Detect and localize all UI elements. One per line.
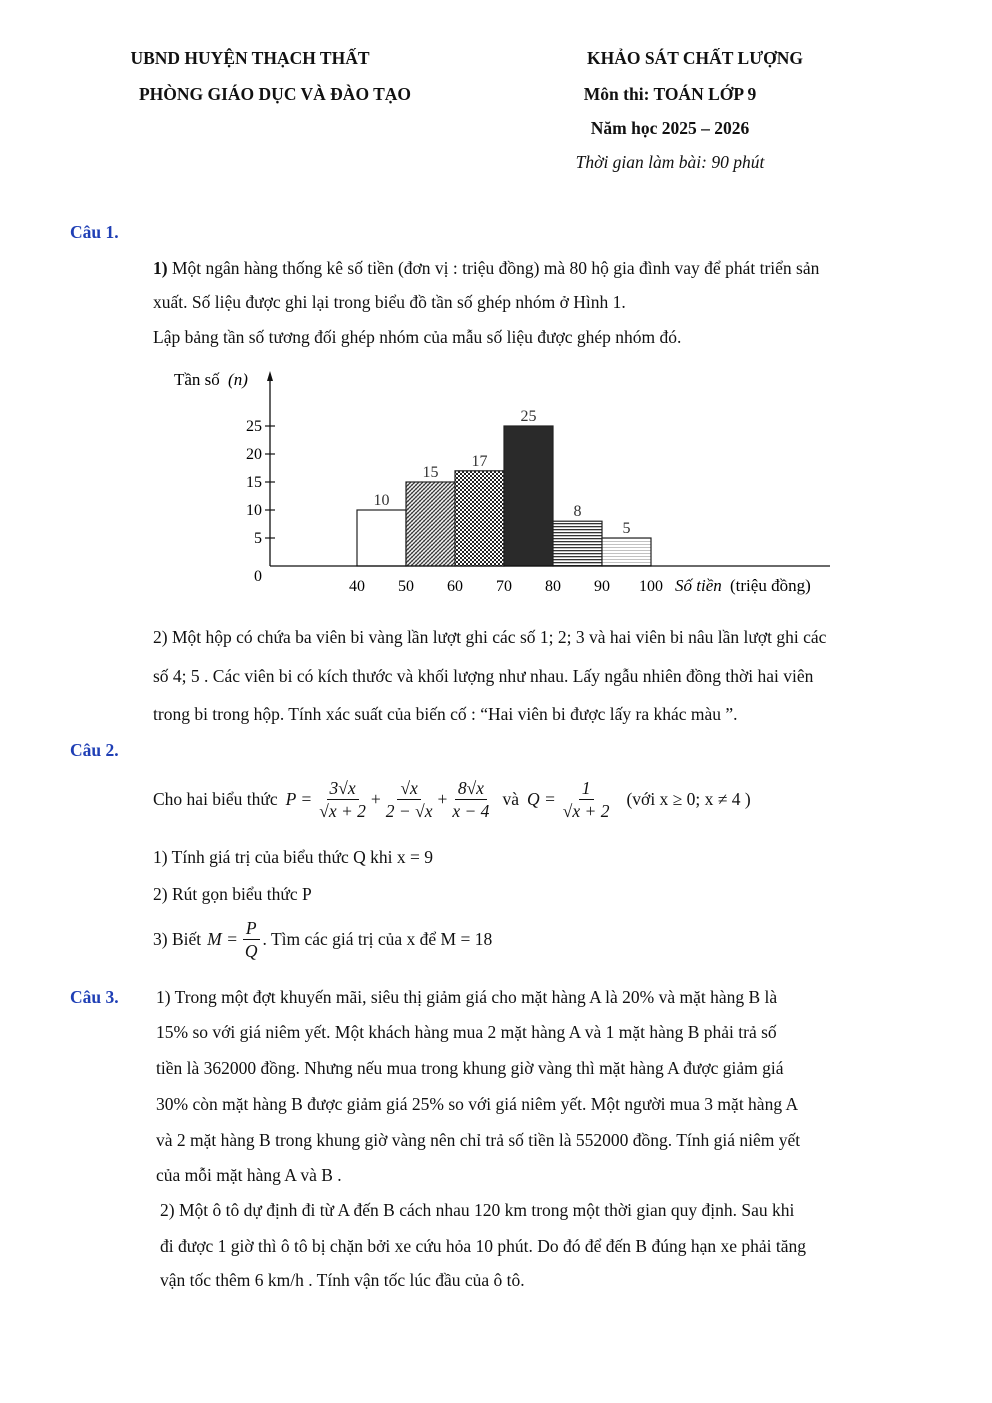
q1-p1-number: 1) xyxy=(153,258,168,278)
y-tick-label: 20 xyxy=(246,446,262,463)
histogram-chart xyxy=(150,355,850,610)
m-label: M = xyxy=(207,929,238,949)
q1-p1-text: Một ngân hàng thống kê số tiền (đơn vị : triệu đồng) mà 80 hộ gia đình vay để phát triển sản xyxy=(171,258,820,278)
plus-1: + xyxy=(370,789,381,809)
bar-60-70 xyxy=(455,471,504,566)
m-fraction-num: P xyxy=(243,918,260,940)
q-fraction-den: √x + 2 xyxy=(562,801,610,821)
q1-p1-line1 xyxy=(153,258,819,279)
header-left-line1: UBND HUYỆN THẠCH THẤT xyxy=(130,48,370,68)
q1-p2-line2: số 4; 5 . Các viên bi có kích thước và khối lượng như nhau. Lấy ngẫu nhiên đồng thời hai viên xyxy=(153,666,814,686)
q2-condition: (với x ≥ 0; x ≠ 4 ) xyxy=(626,789,751,809)
q-label: Q = xyxy=(526,789,556,809)
plus-2: + xyxy=(437,789,448,809)
bar-50-60 xyxy=(406,482,455,566)
p-term3 xyxy=(449,778,492,821)
m-fraction xyxy=(242,918,261,961)
y-tick-label: 15 xyxy=(246,474,262,491)
q1-p2-line1: 2) Một hộp có chứa ba viên bi vàng lần lượt ghi các số 1; 2; 3 và hai viên bi nâu lần lượt ghi các xyxy=(153,627,827,647)
q3-p1-line3: tiền là 362000 đồng. Nhưng nếu mua trong khung giờ vàng thì mặt hàng A được giảm giá xyxy=(156,1058,784,1078)
y-tick-label: 10 xyxy=(246,502,262,519)
bar-value-label: 10 xyxy=(373,492,390,509)
x-tick-label: 80 xyxy=(545,578,561,595)
header-right-line2: Môn thi: TOÁN LỚP 9 xyxy=(583,84,757,104)
y-tick-label: 5 xyxy=(254,530,262,547)
q3-p1-line2: 15% so với giá niêm yết. Một khách hàng mua 2 mặt hàng A và 1 mặt hàng B phải trả số xyxy=(156,1022,777,1042)
x-tick-label: 50 xyxy=(398,578,414,595)
q3-p2-line2: đi được 1 giờ thì ô tô bị chặn bởi xe cứu hỏa 10 phút. Do đó để đến B đúng hạn xe phải tăng xyxy=(160,1236,806,1256)
x-tick-label: 60 xyxy=(447,578,463,595)
q-fraction xyxy=(560,778,613,821)
x-tick-label: 100 xyxy=(639,578,663,595)
bar-80-90 xyxy=(553,521,602,566)
q3-p1-line4: 30% còn mặt hàng B được giảm giá 25% so với giá niêm yết. Một người mua 3 mặt hàng A xyxy=(156,1094,799,1114)
q2-item3-prefix: 3) Biết xyxy=(153,929,202,949)
x-axis-title-unit: (triệu đồng) xyxy=(730,576,811,595)
p-term2-den: 2 − √x xyxy=(385,801,433,821)
q2-item1: 1) Tính giá trị của biểu thức Q khi x = 9 xyxy=(153,847,434,867)
p-term1 xyxy=(316,778,369,821)
q2-title: Câu 2. xyxy=(70,740,119,760)
q3-title: Câu 3. xyxy=(70,987,119,1007)
q2-and: và xyxy=(502,789,519,809)
bar-value-label: 8 xyxy=(573,503,582,521)
p-label: P = xyxy=(285,789,313,809)
q2-item3-suffix: . Tìm các giá trị của x để M = 18 xyxy=(262,929,493,949)
y-axis-title xyxy=(174,370,248,389)
header-left-line2: PHÒNG GIÁO DỤC VÀ ĐÀO TẠO xyxy=(138,84,412,104)
y-axis-arrow xyxy=(267,371,273,381)
q3-p2-line3: vận tốc thêm 6 km/h . Tính vận tốc lúc đầu của ô tô. xyxy=(160,1270,525,1290)
q-fraction-num: 1 xyxy=(579,778,594,800)
bar-value-label: 15 xyxy=(422,464,439,481)
q2-item3 xyxy=(153,918,492,961)
origin-label: 0 xyxy=(254,568,262,585)
q3-p2-line1: 2) Một ô tô dự định đi từ A đến B cách nhau 120 km trong một thời gian quy định. Sau khi xyxy=(160,1200,795,1220)
q2-intro: Cho hai biểu thức xyxy=(153,789,278,809)
q1-p1-line3: Lập bảng tần số tương đối ghép nhóm của mẫu số liệu được ghép nhóm đó. xyxy=(153,327,682,347)
x-axis-title-text: Số tiền xyxy=(675,576,722,595)
y-axis-title-text: Tần số xyxy=(174,370,220,389)
bar-value-label: 5 xyxy=(622,520,631,537)
x-tick-label: 90 xyxy=(594,578,610,595)
header-right-line1: KHẢO SÁT CHẤT LƯỢNG xyxy=(586,48,804,68)
p-term2 xyxy=(383,778,436,821)
q2-formula-line xyxy=(153,778,751,821)
p-term1-den: √x + 2 xyxy=(319,801,366,821)
bars-layer xyxy=(357,426,651,566)
x-axis-title xyxy=(675,576,811,595)
bar-70-80 xyxy=(504,426,553,566)
y-tick-label: 25 xyxy=(246,418,262,435)
header-right-line3: Năm học 2025 – 2026 xyxy=(590,118,750,138)
q1-p1-line2: xuất. Số liệu được ghi lại trong biểu đồ tần số ghép nhóm ở Hình 1. xyxy=(153,292,626,312)
q3-p1-line6: của mỗi mặt hàng A và B . xyxy=(156,1165,342,1185)
q1-title: Câu 1. xyxy=(70,222,119,242)
q2-item2: 2) Rút gọn biểu thức P xyxy=(153,884,312,904)
q3-p1-line5: và 2 mặt hàng B trong khung giờ vàng nên chỉ trả số tiền là 552000 đồng. Tính giá niêm yết xyxy=(156,1130,801,1150)
p-term2-num: √x xyxy=(397,778,420,800)
y-axis-title-var: (n) xyxy=(228,370,248,389)
p-term3-den: x − 4 xyxy=(452,801,490,821)
p-term1-num: 3√x xyxy=(327,778,359,800)
p-term3-num: 8√x xyxy=(455,778,487,800)
x-tick-label: 40 xyxy=(349,578,365,595)
bar-value-label: 17 xyxy=(471,452,488,470)
header-right-line4: Thời gian làm bài: 90 phút xyxy=(575,152,765,172)
q1-p2-line3: trong bi trong hộp. Tính xác suất của biến cố : “Hai viên bi được lấy ra khác màu ”. xyxy=(153,704,738,724)
bar-90-100 xyxy=(602,538,651,566)
m-fraction-den: Q xyxy=(244,941,258,961)
bar-value-label: 25 xyxy=(520,408,537,425)
bar-40-50 xyxy=(357,510,406,566)
q3-p1-line1: 1) Trong một đợt khuyến mãi, siêu thị giảm giá cho mặt hàng A là 20% và mặt hàng B là xyxy=(156,987,778,1007)
x-tick-label: 70 xyxy=(496,578,512,595)
